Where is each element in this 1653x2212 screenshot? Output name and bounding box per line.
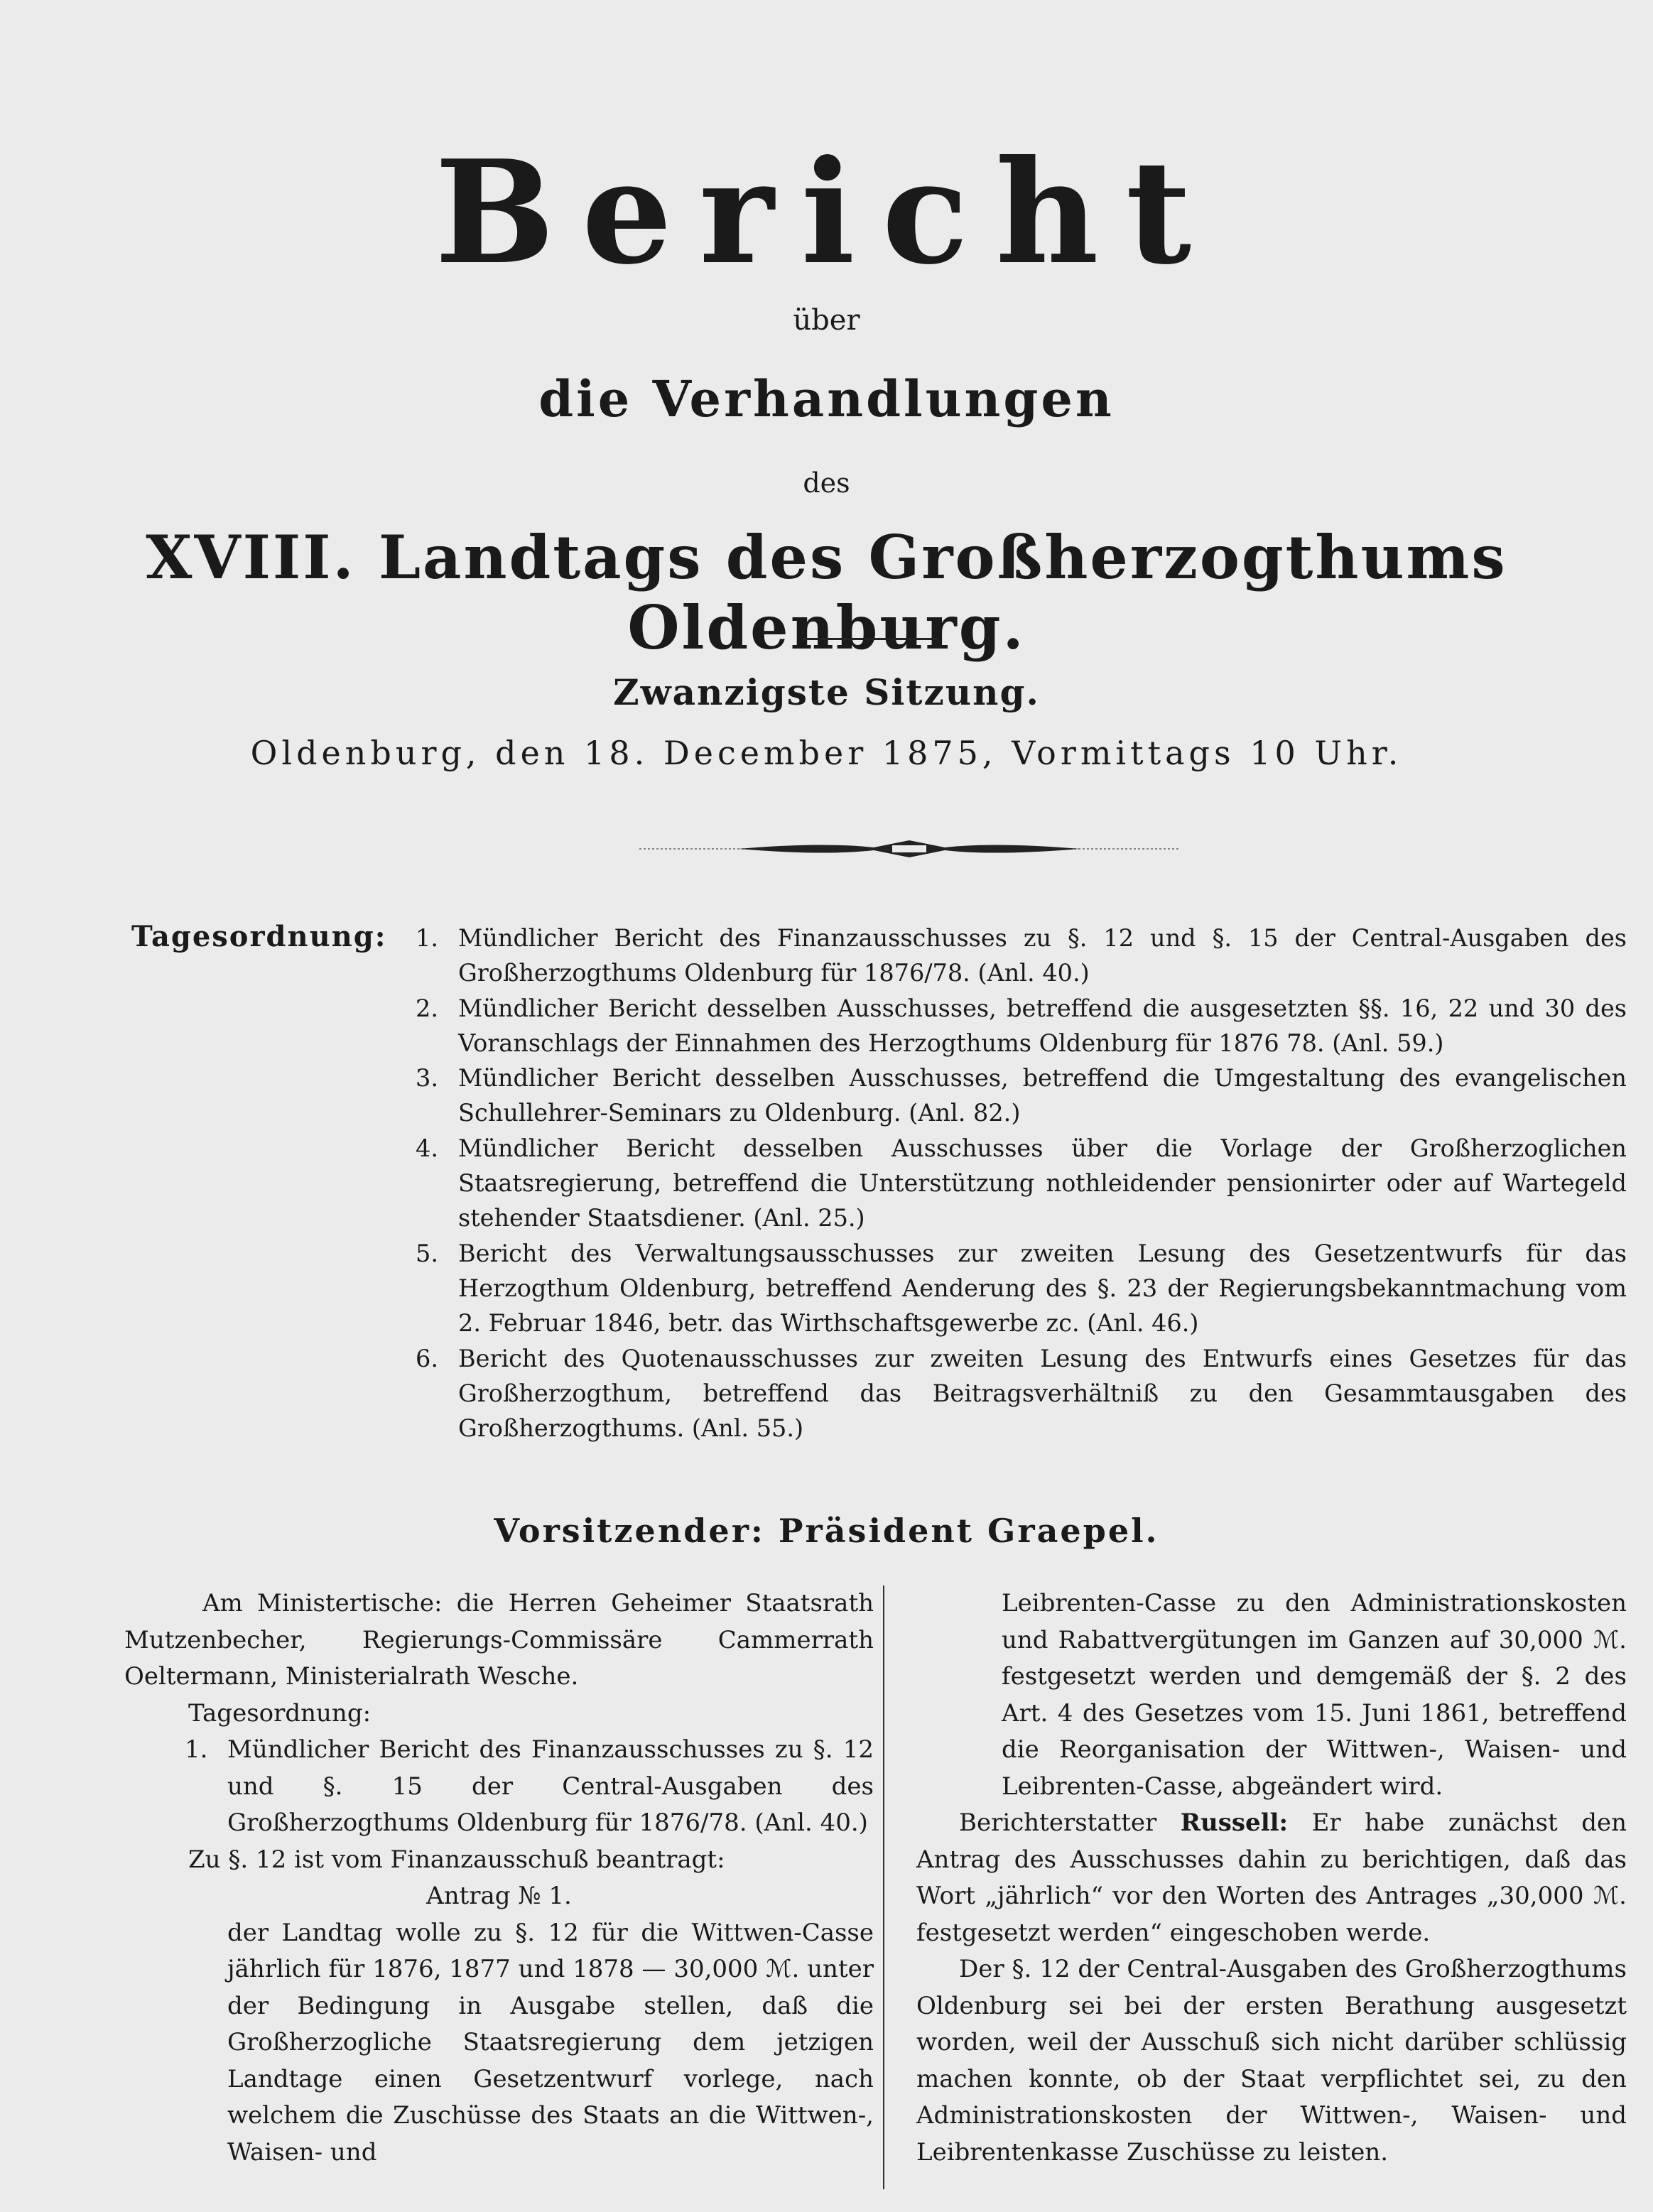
agenda-item bbox=[416, 1131, 1627, 1236]
rapporteur-name: Russell: bbox=[1180, 1809, 1289, 1837]
subtitle-verhandlungen: die Verhandlungen bbox=[538, 369, 1115, 428]
agenda-label: Tagesordnung: bbox=[131, 920, 387, 953]
ornament-divider bbox=[639, 835, 1179, 863]
agenda-item-text: Bericht des Quotenausschusses zur zweiten Lesung des Entwurfs eines Gesetzes für das Großherzogthum, betreffend das Beitragsverhältniß zu den Gesammtausgaben des Großherzogthums. (Anl. 55.) bbox=[458, 1344, 1627, 1443]
agenda-item-text: Mündlicher Bericht desselben Ausschusses, betreffend die Umgestaltung des evangelischen Schullehrer-Seminars zu Oldenburg. (Anl. 82.) bbox=[458, 1064, 1627, 1127]
agenda-item-text: Mündlicher Bericht desselben Ausschusses über die Vorlage der Großherzoglichen Staatsregierung, betreffend die Unterstützung nothleidender pensionirter oder auf Wartegeld stehender Staatsdiener. (Anl. 25.) bbox=[458, 1134, 1627, 1232]
subtitle-ueber: über bbox=[793, 304, 860, 337]
agenda-item bbox=[416, 991, 1627, 1061]
left-column bbox=[124, 1585, 874, 2171]
document-title: Bericht bbox=[434, 129, 1219, 296]
zu-paragraph: Zu §. 12 ist vom Finanzausschuß beantragt: bbox=[188, 1845, 725, 1874]
column-divider bbox=[883, 1585, 884, 2189]
agenda-item-text: Mündlicher Bericht des Finanzausschusses zu §. 12 und §. 15 der Central-Ausgaben des Großherzogthums Oldenburg für 1876/78. (Anl. 40.) bbox=[458, 924, 1627, 987]
agenda-list bbox=[416, 921, 1627, 1446]
agenda-item bbox=[416, 1236, 1627, 1341]
agenda-item-number: 1. bbox=[416, 924, 438, 952]
antrag-text: der Landtag wolle zu §. 12 für die Wittwen-Casse jährlich für 1876, 1877 und 1878 — 30,000 ℳ. unter der Bedingung in Ausgabe stellen, daß die Großherzogliche Staatsregierung dem jetzigen Landtage einen Gesetzentwurf vorlege, nach welchem die Zuschüsse des Staats an die Wittwen-, Waisen- und bbox=[227, 1918, 874, 2167]
heading-rule bbox=[803, 638, 938, 640]
tagesordnung-label: Tagesordnung: bbox=[188, 1698, 372, 1728]
right-column bbox=[916, 1585, 1627, 2171]
agenda-item-number: 5. bbox=[416, 1239, 438, 1267]
agenda-item bbox=[416, 921, 1627, 991]
left-agenda-text: Mündlicher Bericht des Finanzausschusses zu §. 12 und §. 15 der Central-Ausgaben des Großherzogthums Oldenburg für 1876/78. (Anl. 40.) bbox=[227, 1735, 874, 1837]
subtitle-des: des bbox=[803, 467, 850, 499]
agenda-item-number: 3. bbox=[416, 1064, 438, 1093]
agenda-item-number: 2. bbox=[416, 994, 438, 1022]
right-continuation: Leibrenten-Casse zu den Administrationskosten und Rabattvergütungen im Ganzen auf 30,000 ℳ. festgesetzt werden und demgemäß der §. 2 des Art. 4 des Gesetzes vom 15. Juni 1861, betreffend die Reorganisation der Wittwen-, Waisen- und Leibrenten-Casse, abgeändert wird. bbox=[1002, 1589, 1627, 1801]
landtag-heading: XVIII. Landtags des Großherzogthums Oldenburg. bbox=[146, 522, 1507, 663]
ministertisch-paragraph: Am Ministertische: die Herren Geheimer Staatsrath Mutzenbecher, Regierungs-Commissäre Cammerrath Oeltermann, Ministerialrath Wesche. bbox=[124, 1589, 874, 1691]
left-agenda-number: 1. bbox=[185, 1735, 208, 1764]
agenda-item bbox=[416, 1061, 1627, 1131]
rapporteur-paragraph bbox=[916, 1805, 1627, 1951]
agenda-item-text: Bericht des Verwaltungsausschusses zur zweiten Lesung des Gesetzentwurfs für das Herzogthum Oldenburg, betreffend Aenderung des §. 23 der Regierungsbekanntmachung vom 2. Februar 1846, betr. das Wirthschaftsgewerbe zc. (Anl. 46.) bbox=[458, 1239, 1627, 1338]
rapporteur-text: Er habe zunächst den Antrag des Ausschusses dahin zu berichtigen, daß das Wort „jährlich“ vor den Worten des Antrages „30,000 ℳ. festgesetzt werden“ eingeschoben werde. bbox=[916, 1809, 1627, 1947]
agenda-item bbox=[416, 1341, 1627, 1446]
place-date-line: Oldenburg, den 18. December 1875, Vormittags 10 Uhr. bbox=[250, 734, 1403, 772]
session-title: Zwanzigste Sitzung. bbox=[613, 671, 1040, 713]
agenda-item-text: Mündlicher Bericht desselben Ausschusses, betreffend die ausgesetzten §§. 16, 22 und 30 des Voranschlags der Einnahmen des Herzogthums Oldenburg für 1876 78. (Anl. 59.) bbox=[458, 994, 1627, 1057]
paragraph-12-text: Der §. 12 der Central-Ausgaben des Großherzogthums Oldenburg sei bei der ersten Berathung ausgesetzt worden, weil der Ausschuß sich nicht darüber schlüssig machen konnte, ob der Staat verpflichtet sei, zu den Administrationskosten der Wittwen-, Waisen- und Leibrentenkasse Zuschüsse zu leisten. bbox=[916, 1955, 1627, 2167]
agenda-item-number: 4. bbox=[416, 1134, 438, 1162]
left-agenda-item bbox=[124, 1732, 874, 1842]
agenda-item-number: 6. bbox=[416, 1344, 438, 1372]
chair-line: Vorsitzender: Präsident Graepel. bbox=[494, 1512, 1159, 1550]
rapporteur-prefix: Berichterstatter bbox=[959, 1809, 1157, 1837]
antrag-heading: Antrag № 1. bbox=[426, 1882, 572, 1910]
